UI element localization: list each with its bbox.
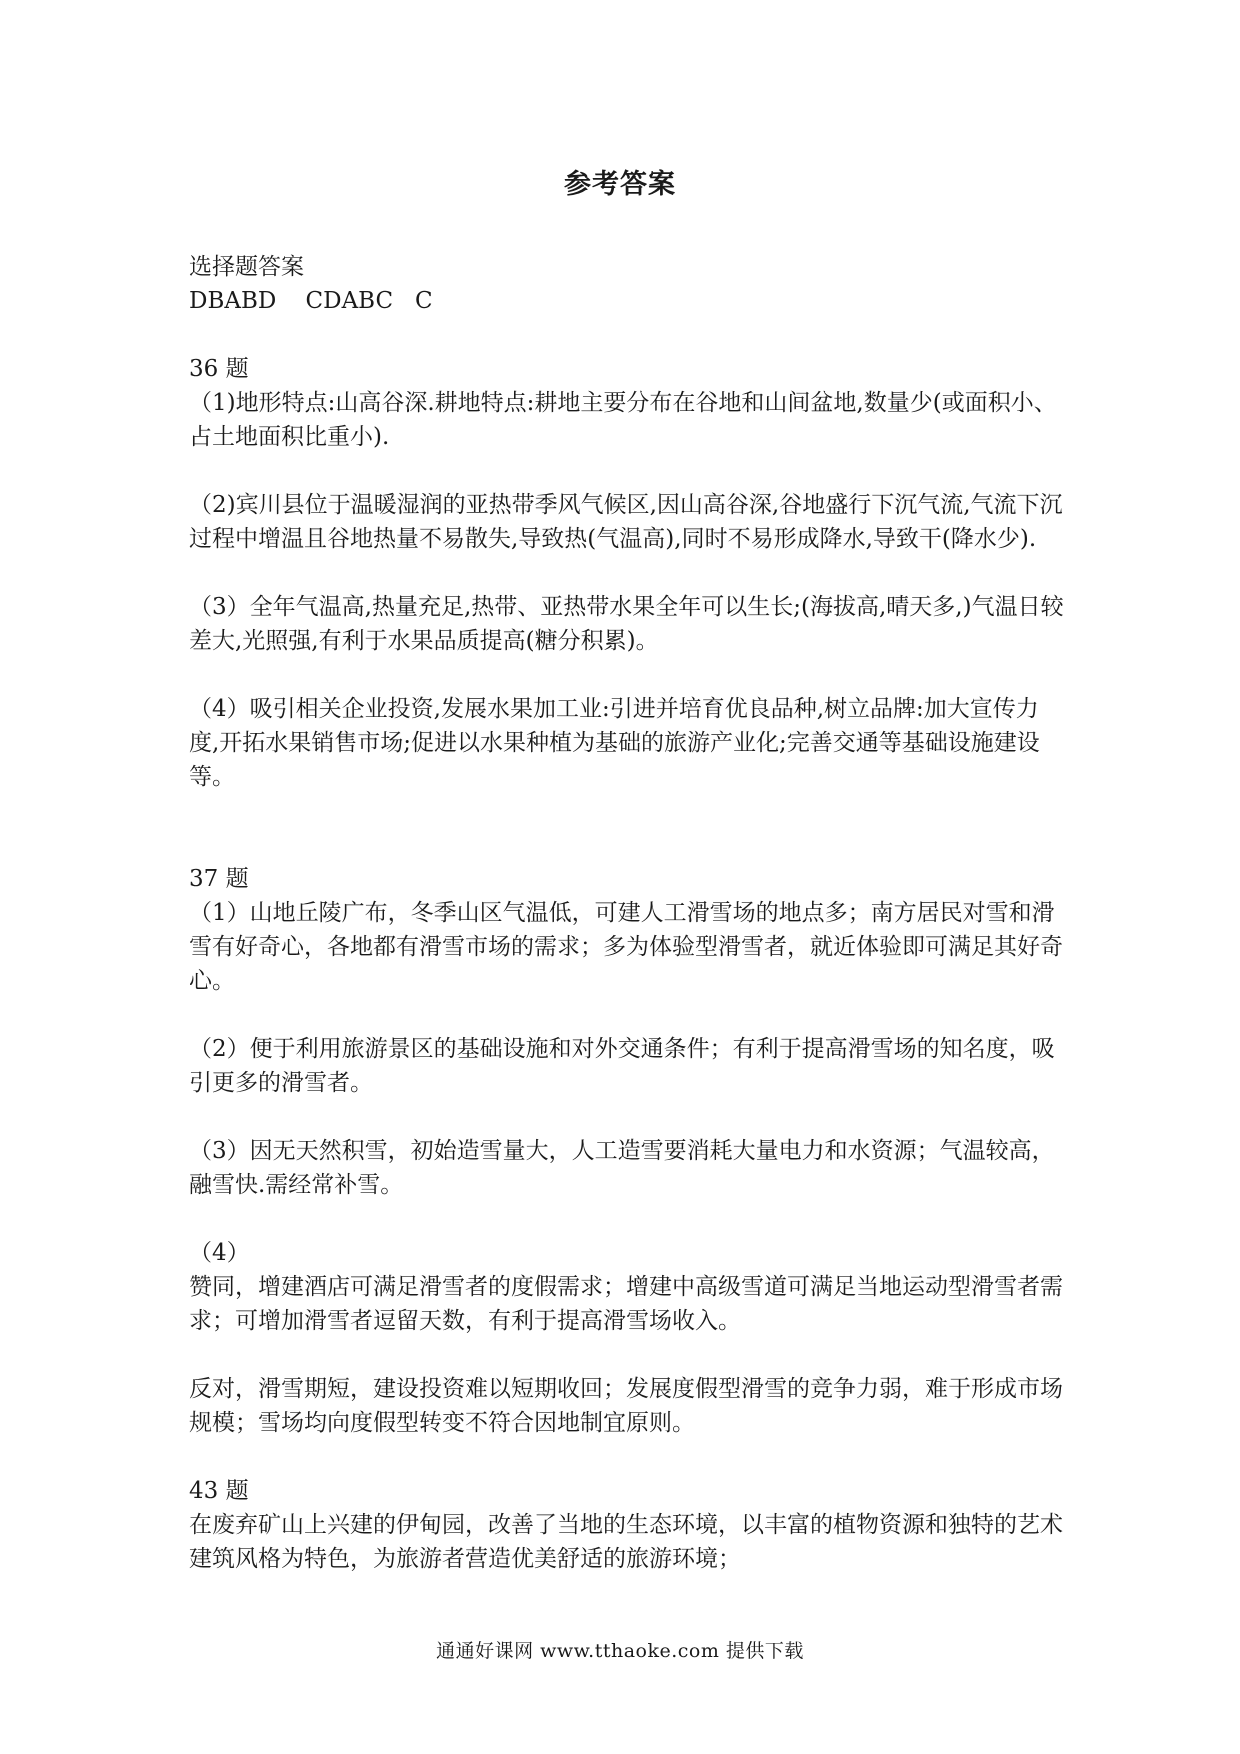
q37-answer-2: （2）便于利用旅游景区的基础设施和对外交通条件；有利于提高滑雪场的知名度，吸引更多的滑雪者。	[189, 1036, 1055, 1096]
q37-answer-4-label: （4）	[189, 1240, 250, 1266]
q36-answer-3: （3）全年气温高,热量充足,热带、亚热带水果全年可以生长;(海拔高,晴天多,)气温日较差大,光照强,有利于水果品质提高(糖分积累)。	[189, 594, 1064, 654]
choice-answers: DBABD CDABC C	[189, 288, 433, 314]
q37-answer-4-con: 反对，滑雪期短，建设投资难以短期收回；发展度假型滑雪的竞争力弱，难于形成市场规模；雪场均向度假型转变不符合因地制宜原则。	[189, 1376, 1063, 1436]
q37-label: 37 题	[189, 866, 249, 892]
answer-content	[189, 250, 1069, 1576]
page-footer: 通通好课网 www.tthaoke.com 提供下载	[436, 1640, 804, 1662]
q37-answer-3: （3）因无天然积雪，初始造雪量大，人工造雪要消耗大量电力和水资源；气温较高，融雪快.需经常补雪。	[189, 1138, 1055, 1198]
q36-answer-1: （1)地形特点:山高谷深.耕地特点:耕地主要分布在谷地和山间盆地,数量少(或面积小、占土地面积比重小).	[189, 390, 1057, 450]
choice-heading: 选择题答案	[189, 254, 304, 280]
q37-answer-1: （1）山地丘陵广布，冬季山区气温低，可建人工滑雪场的地点多；南方居民对雪和滑雪有好奇心，各地都有滑雪市场的需求；多为体验型滑雪者，就近体验即可满足其好奇心。	[189, 900, 1063, 994]
q37-answer-4-pro: 赞同，增建酒店可满足滑雪者的度假需求；增建中高级雪道可满足当地运动型滑雪者需求；可增加滑雪者逗留天数，有利于提高滑雪场收入。	[189, 1274, 1063, 1334]
q36-label: 36 题	[189, 356, 249, 382]
q43-answer-1: 在废弃矿山上兴建的伊甸园，改善了当地的生态环境，以丰富的植物资源和独特的艺术建筑风格为特色，为旅游者营造优美舒适的旅游环境；	[189, 1512, 1063, 1572]
q43-label: 43 题	[189, 1478, 249, 1504]
q36-answer-2: （2)宾川县位于温暖湿润的亚热带季风气候区,因山高谷深,谷地盛行下沉气流,气流下沉过程中增温且谷地热量不易散失,导致热(气温高),同时不易形成降水,导致干(降水少).	[189, 492, 1063, 552]
page-title: 参考答案	[564, 169, 676, 200]
q36-answer-4: （4）吸引相关企业投资,发展水果加工业:引进并培育优良品种,树立品牌:加大宣传力度,开拓水果销售市场;促进以水果种植为基础的旅游产业化;完善交通等基础设施建设等。	[189, 696, 1040, 790]
